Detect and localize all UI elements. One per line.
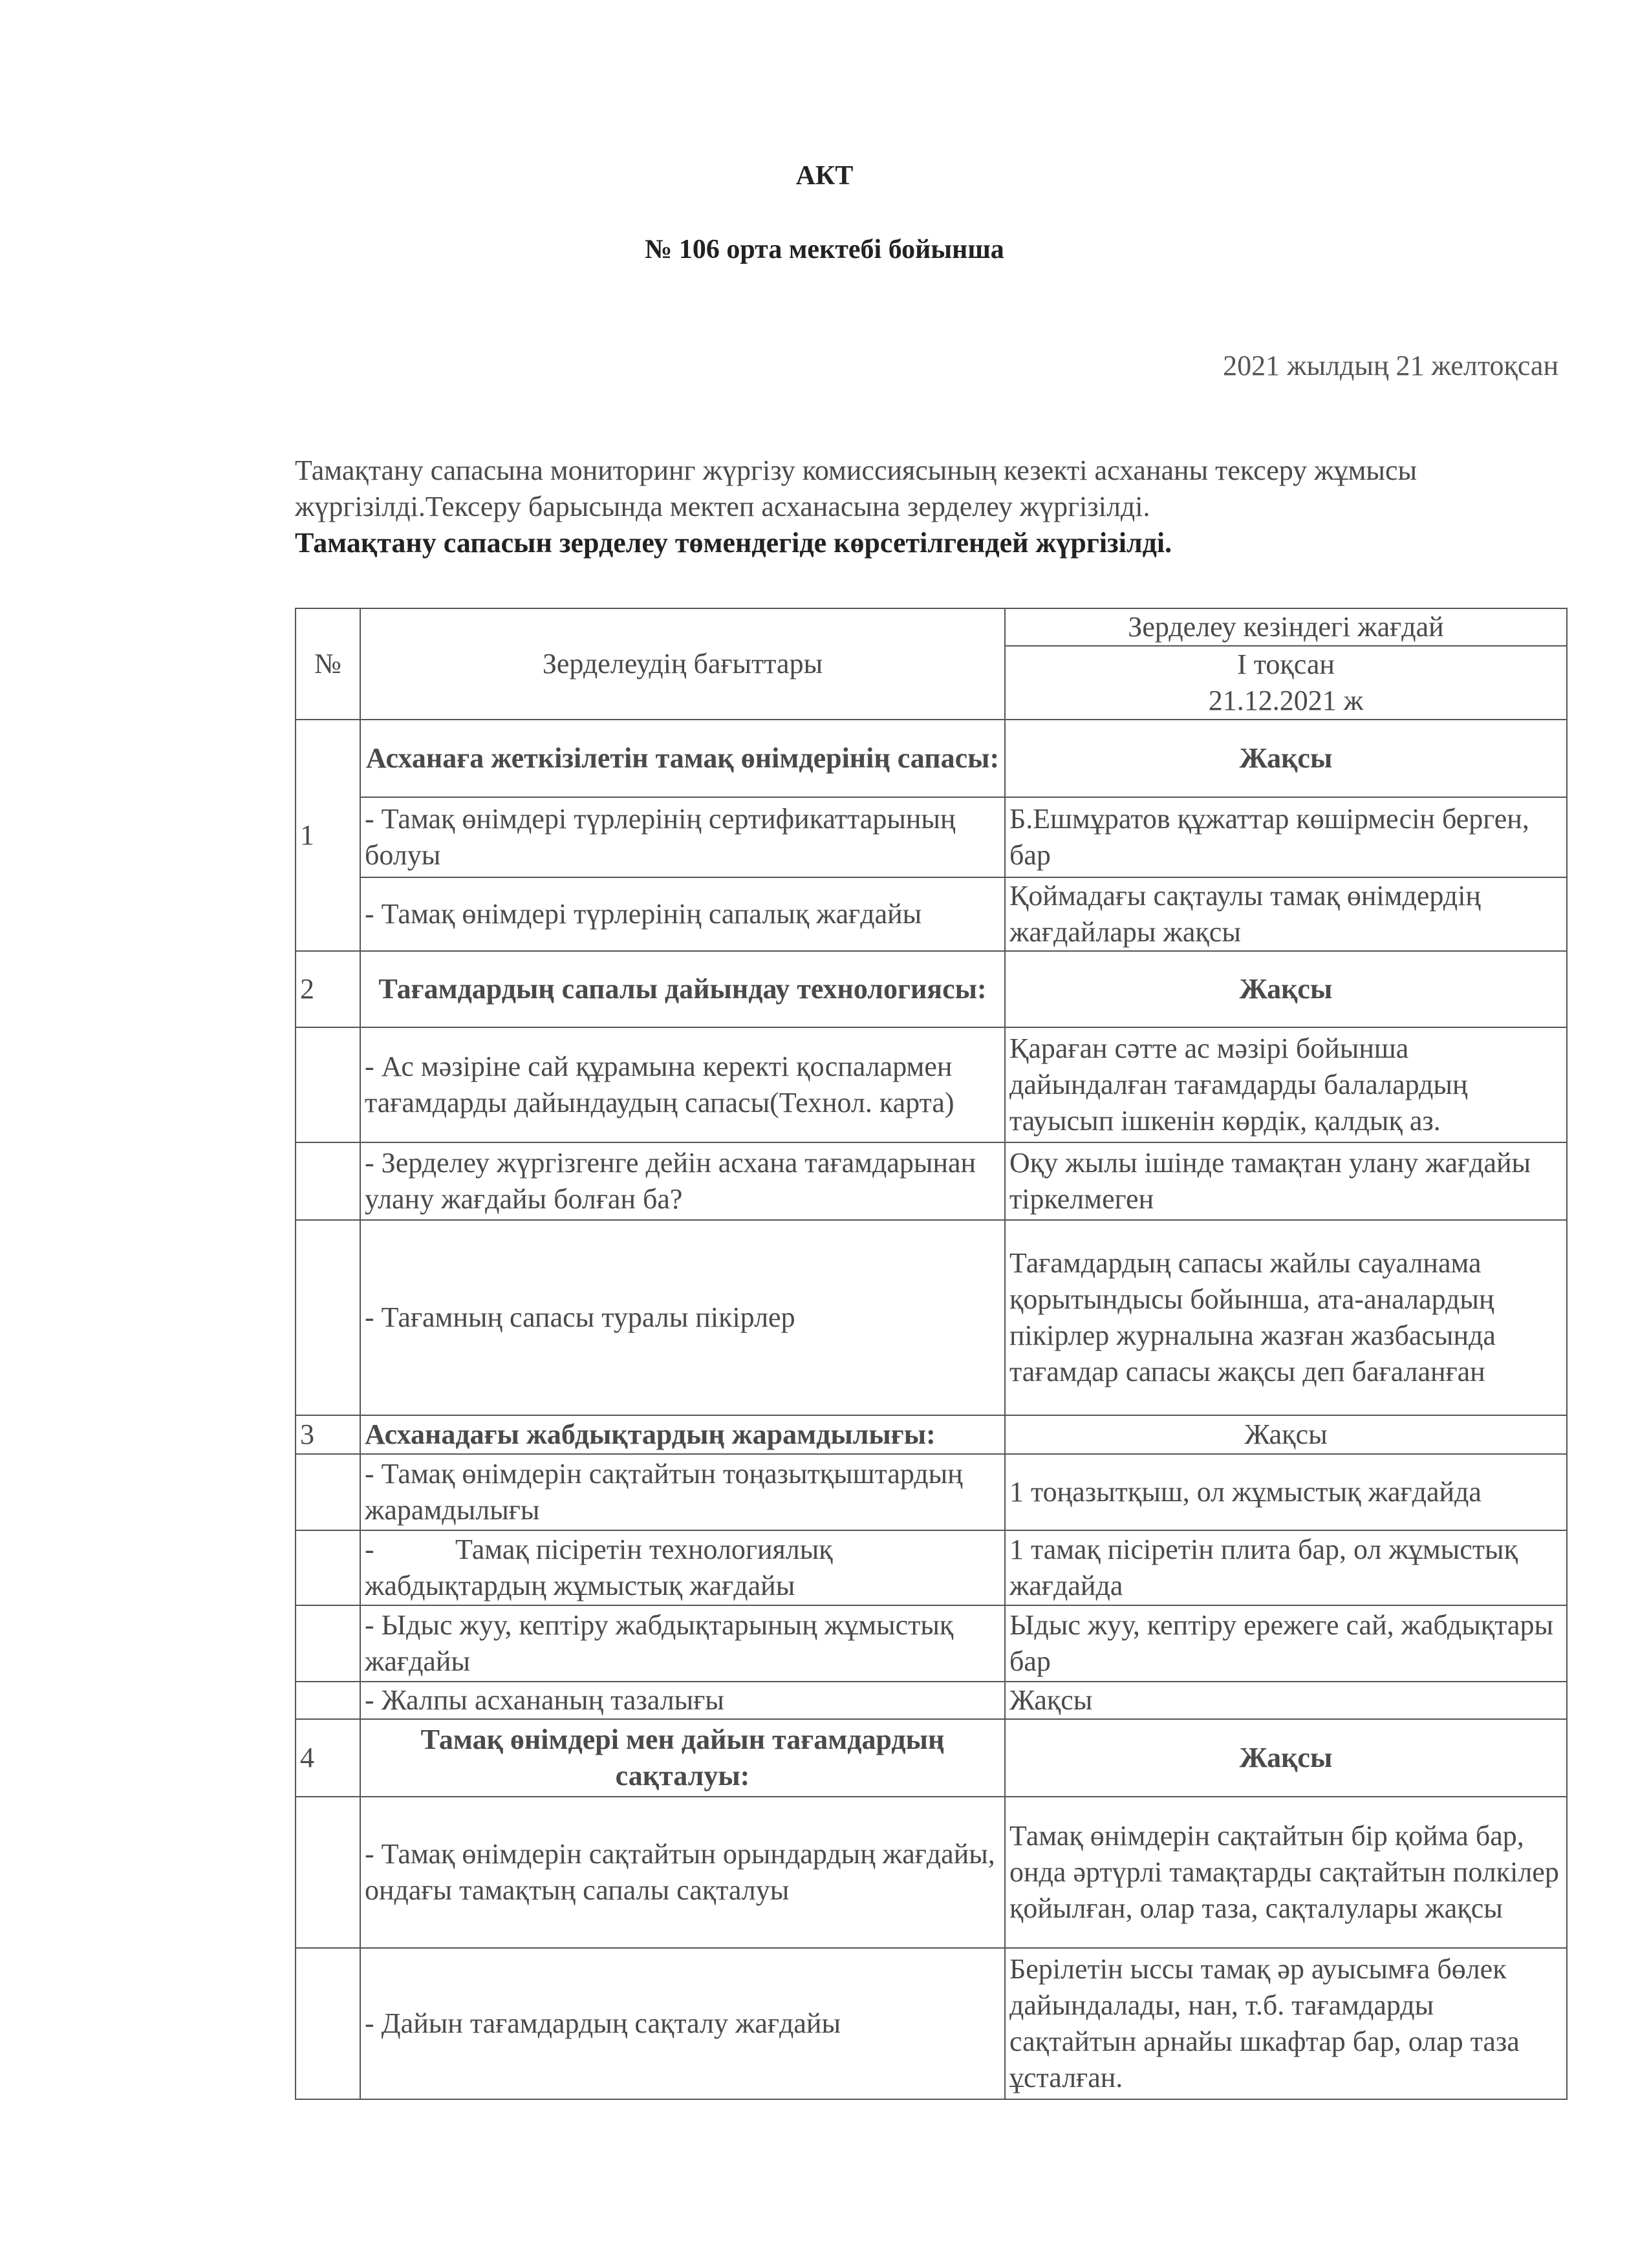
document-date: 2021 жылдың 21 желтоқсан <box>1223 350 1558 381</box>
number-cell <box>296 1682 360 1719</box>
section-rating: Жақсы <box>1005 1719 1567 1797</box>
section-rating: Жақсы <box>1005 720 1567 797</box>
section-rating: Жақсы <box>1005 951 1567 1027</box>
intro-bold-text: Тамақтану сапасын зерделеу төмендегіде көрсетілгендей жүргізілді. <box>295 527 1172 559</box>
table-row <box>296 720 1567 797</box>
table-row <box>296 797 1567 877</box>
table-row <box>296 1682 1567 1719</box>
section-title: Тамақ өнімдері мен дайын тағамдардың сақталуы: <box>360 1719 1005 1797</box>
intro-paragraph <box>295 453 1556 561</box>
section-title: Тағамдардың сапалы дайындау технологиясы: <box>360 951 1005 1027</box>
number-cell <box>296 1454 360 1530</box>
status-cell: Қоймадағы сақтаулы тамақ өнімдердің жағдайлары жақсы <box>1005 877 1567 951</box>
table-row <box>296 1454 1567 1530</box>
section-title: Асханадағы жабдықтардың жарамдылығы: <box>360 1415 1005 1454</box>
status-cell: Берілетін ыссы тамақ әр ауысымға бөлек дайындалады, нан, т.б. тағамдарды сақтайтын арнайы шкафтар бар, олар таза ұсталған. <box>1005 1948 1567 2099</box>
section-rating: Жақсы <box>1005 1415 1567 1454</box>
table-row <box>296 1605 1567 1682</box>
direction-cell: - Зерделеу жүргізгенге дейін асхана тағамдарынан улану жағдайы болған ба? <box>360 1142 1005 1220</box>
table-row <box>296 1027 1567 1142</box>
intro-text: Тамақтану сапасына мониторинг жүргізу комиссиясының кезекті асхананы тексеру жұмысы жүргізілді.Тексеру барысында мектеп асханасына зерделеу жүргізілді. <box>295 455 1417 522</box>
status-cell: Ыдыс жуу, кептіру ережеге сай, жабдықтары бар <box>1005 1605 1567 1682</box>
table-row <box>296 1142 1567 1220</box>
inspection-table <box>295 608 1568 2100</box>
section-number: 4 <box>296 1719 360 1797</box>
table-row <box>296 1948 1567 2099</box>
direction-cell: - Жалпы асхананың тазалығы <box>360 1682 1005 1719</box>
table-row <box>296 877 1567 951</box>
header-period-date: 21.12.2021 ж <box>1208 685 1364 716</box>
direction-cell: - Ыдыс жуу, кептіру жабдықтарының жұмыстық жағдайы <box>360 1605 1005 1682</box>
direction-cell: - Тамақ өнімдерін сақтайтын тоңазытқыштардың жарамдылығы <box>360 1454 1005 1530</box>
status-cell: Б.Ешмұратов құжаттар көшірмесін берген, бар <box>1005 797 1567 877</box>
section-number: 2 <box>296 951 360 1027</box>
status-cell: Тамақ өнімдерін сақтайтын бір қойма бар, онда әртүрлі тамақтарды сақтайтын полкілер қойылған, олар таза, сақталулары жақсы <box>1005 1797 1567 1948</box>
document-subtitle: № 106 орта мектебі бойынша <box>645 235 1004 264</box>
number-cell <box>296 1142 360 1220</box>
section-number: 3 <box>296 1415 360 1454</box>
dash-marker: - <box>365 1534 374 1565</box>
header-direction: Зерделеудің бағыттары <box>360 608 1005 720</box>
status-cell: Тағамдардың сапасы жайлы сауалнама қорытындысы бойынша, ата-аналардың пікірлер журналына жазған жазбасында тағамдар сапасы жақсы деп бағаланған <box>1005 1220 1567 1415</box>
table-row <box>296 1797 1567 1948</box>
number-cell <box>296 1948 360 2099</box>
direction-cell: - Тағамның сапасы туралы пікірлер <box>360 1220 1005 1415</box>
section-number: 1 <box>296 720 360 951</box>
direction-cell: - Тамақ өнімдері түрлерінің сапалық жағдайы <box>360 877 1005 951</box>
direction-cell: - Ас мәзіріне сай құрамына керекті қоспалармен тағамдарды дайындаудың сапасы(Технол. карта) <box>360 1027 1005 1142</box>
table-row <box>296 951 1567 1027</box>
direction-cell <box>360 1530 1005 1605</box>
status-cell: Оқу жылы ішінде тамақтан улану жағдайы тіркелмеген <box>1005 1142 1567 1220</box>
direction-cell: - Дайын тағамдардың сақталу жағдайы <box>360 1948 1005 2099</box>
direction-text: Тамақ пісіретін технологиялық жабдықтардың жұмыстық жағдайы <box>365 1534 833 1601</box>
direction-cell: - Тамақ өнімдері түрлерінің сертификаттарының болуы <box>360 797 1005 877</box>
document-title: АКТ <box>795 161 854 191</box>
number-cell <box>296 1797 360 1948</box>
direction-cell: - Тамақ өнімдерін сақтайтын орындардың жағдайы, ондағы тамақтың сапалы сақталуы <box>360 1797 1005 1948</box>
header-status: Зерделеу кезіндегі жағдай <box>1005 608 1567 646</box>
header-period <box>1005 646 1567 720</box>
number-cell <box>296 1027 360 1142</box>
number-cell <box>296 1220 360 1415</box>
status-cell: 1 тоңазытқыш, ол жұмыстық жағдайда <box>1005 1454 1567 1530</box>
number-cell <box>296 1530 360 1605</box>
status-cell: Жақсы <box>1005 1682 1567 1719</box>
table-row <box>296 1415 1567 1454</box>
table-row <box>296 1220 1567 1415</box>
header-period-label: I тоқсан <box>1237 648 1335 680</box>
table-row <box>296 1719 1567 1797</box>
table-row <box>296 1530 1567 1605</box>
header-num: № <box>296 608 360 720</box>
status-cell: 1 тамақ пісіретін плита бар, ол жұмыстық жағдайда <box>1005 1530 1567 1605</box>
section-title: Асханаға жеткізілетін тамақ өнімдерінің сапасы: <box>360 720 1005 797</box>
number-cell <box>296 1605 360 1682</box>
status-cell: Қараған сәтте ас мәзірі бойынша дайындалған тағамдарды балалардың тауысып ішкенін көрдік, қалдық аз. <box>1005 1027 1567 1142</box>
